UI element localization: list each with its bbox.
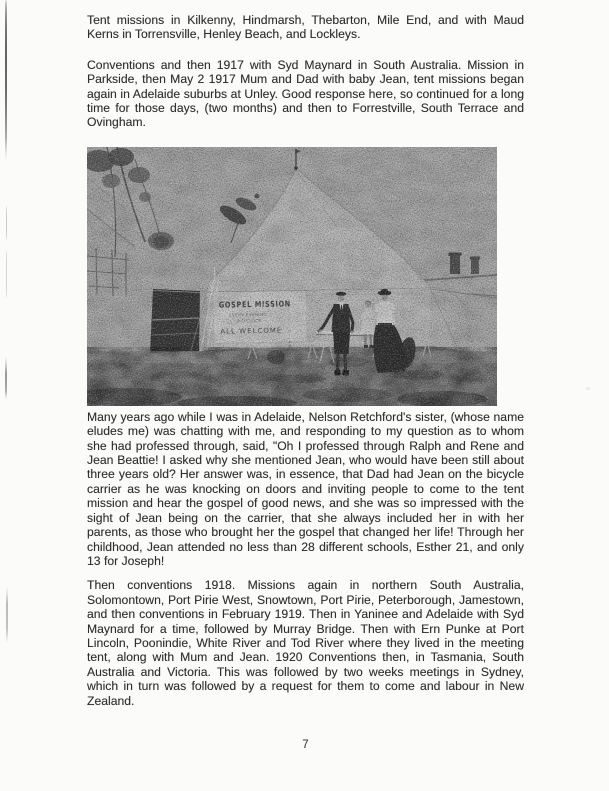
scan-artifact-streak [5, 0, 7, 162]
scan-artifact-streak [6, 586, 8, 644]
photo-noise [87, 147, 497, 406]
page-body [87, 13, 524, 708]
paragraph-tent-missions: Tent missions in Kilkenny, Hindmarsh, Thebarton, Mile End, and with Maud Kerns in Torrensville, Henley Beach, and Lockleys. [87, 13, 524, 42]
paragraph-conventions-1918: Then conventions 1918. Missions again in northern South Australia, Solomontown, Port Pirie West, Snowtown, Port Pirie, Peterborough, Jamestown, and then conventions in February 1919. Then in Yaninee and Adelaide with Syd Maynard for a time, followed by Murray Bridge. Then with Ern Punke at Port Lincoln, Poonindie, White River and Tod River where they lived in the meeting tent, along with Mum and Jean. 1920 Conventions then, in Tasmania, South Australia and Victoria. This was followed by two weeks meetings in Sydney, which in turn was followed by a request for them to come and labour in New Zealand. [87, 578, 524, 708]
page-number: 7 [302, 739, 309, 751]
paragraph-conventions-1917: Conventions and then 1917 with Syd Maynard in South Australia. Mission in Parkside, then May 2 1917 Mum and Dad with baby Jean, tent missions began again in Adelaide suburbs at Unley. Good response here, so continued for a long time for those days, (two months) and then to Forrestville, South Terrace and Ovingham. [87, 57, 524, 130]
paragraph-jean-story: Many years ago while I was in Adelaide, Nelson Retchford's sister, (whose name eludes me) was chatting with me, and responding to my question as to whom she had professed through, said, "Oh I professed through Ralph and Rene and Jean Beattie! I asked why she mentioned Jean, who would have been still about three years old? Her answer was, in essence, that Dad had Jean on the bicycle carrier as he was knocking on doors and inviting people to come to the tent mission and hear the gospel of good news, and she was so impressed with the sight of Jean being on the carrier, that she always included her in with her parents, as those who brought her the gospel that changed her life! Through her childhood, Jean attended no less than 28 different schools, Esther 21, and only 13 for Joseph! [87, 409, 524, 568]
scan-smudge [586, 387, 590, 390]
tent-photograph [87, 147, 497, 406]
scan-artifact-streak [6, 250, 7, 298]
scan-artifact-streak [5, 356, 7, 400]
scan-artifact-streak [6, 206, 7, 240]
